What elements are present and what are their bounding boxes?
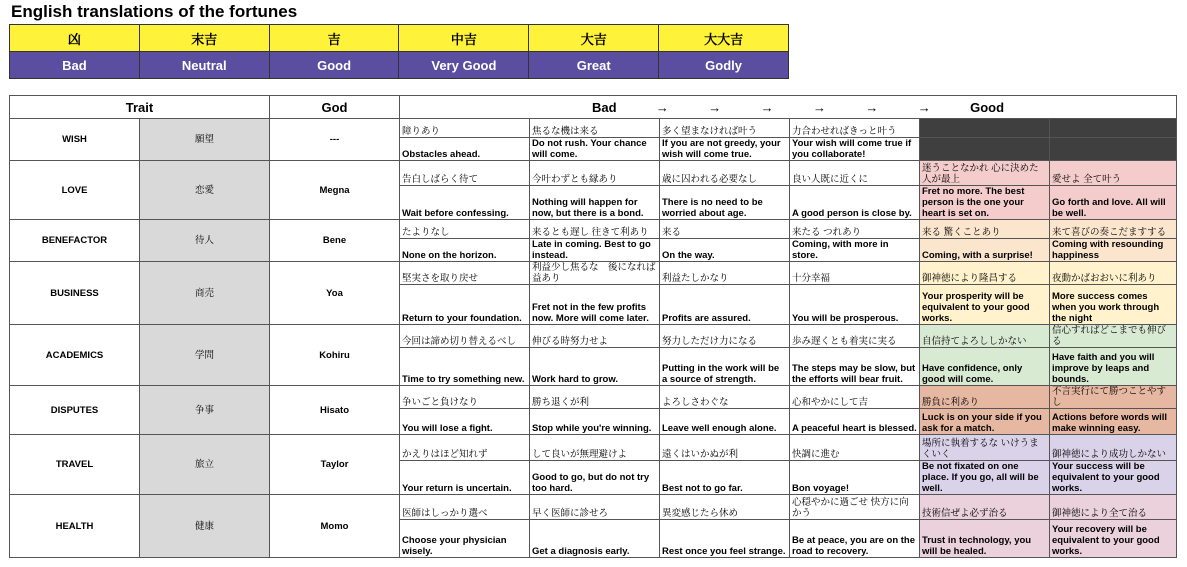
fortune-jp-cell: 利益たしかなり xyxy=(660,262,790,285)
header-good: Good xyxy=(970,99,1005,115)
fortune-jp-cell: 信心すればどこまでも伸びる xyxy=(1050,325,1177,348)
fortune-en-cell: Have faith and you will improve by leaps and bounds. xyxy=(1050,348,1177,386)
fortune-jp-cell: 歩み遅くとも着実に実る xyxy=(790,325,920,348)
legend-jp-2: 末吉 xyxy=(139,25,269,52)
trait-japanese: 健康 xyxy=(140,495,270,558)
trait-japanese: 待人 xyxy=(140,220,270,262)
fortune-en-cell: There is no need to be worried about age. xyxy=(660,186,790,220)
fortune-en-cell: Fret not in the few profits now. More will come later. xyxy=(530,285,660,325)
header-arrow: → xyxy=(813,99,826,115)
legend-jp-5: 大吉 xyxy=(529,25,659,52)
fortune-jp-cell: かえりはほど知れず xyxy=(400,435,530,461)
fortune-jp-cell: 告白しばらく待て xyxy=(400,161,530,186)
fortune-jp-cell: 来る 驚くことあり xyxy=(920,220,1050,239)
legend-en-4: Very Good xyxy=(399,52,529,79)
trait-name: WISH xyxy=(10,119,140,161)
fortune-en-cell: Your recovery will be equivalent to your good works. xyxy=(1050,520,1177,558)
fortune-en-cell: Bon voyage! xyxy=(790,461,920,495)
fortune-en-cell: Time to try something new. xyxy=(400,348,530,386)
legend-en-1: Bad xyxy=(10,52,140,79)
legend-en-2: Neutral xyxy=(139,52,269,79)
header-arrow: → xyxy=(655,99,669,115)
fortune-en-cell: Do not rush. Your chance will come. xyxy=(530,138,660,161)
fortune-jp-cell: 不言実行にて勝つことやすし xyxy=(1050,386,1177,409)
fortune-en-cell: Coming, with more in store. xyxy=(790,239,920,262)
fortune-jp-cell: 御神徳により隆昌する xyxy=(920,262,1050,285)
table-row xyxy=(10,161,1177,186)
header-scale xyxy=(400,96,1177,119)
fortune-en-cell: Luck is on your side if you ask for a match. xyxy=(920,409,1050,435)
trait-japanese: 旅立 xyxy=(140,435,270,495)
fortune-jp-cell: 御神徳により全て治る xyxy=(1050,495,1177,520)
fortune-jp-cell: 異変感じたら休め xyxy=(660,495,790,520)
fortune-en-cell: Be at peace, you are on the road to recovery. xyxy=(790,520,920,558)
fortune-en-cell: The steps may be slow, but the efforts will bear fruit. xyxy=(790,348,920,386)
fortune-en-cell: Return to your foundation. xyxy=(400,285,530,325)
fortune-jp-cell: 自信持てよろししかない xyxy=(920,325,1050,348)
header-trait: Trait xyxy=(10,96,270,119)
header-arrow: → xyxy=(865,99,879,115)
fortune-jp-cell: 来るとも遅し 往きて利あり xyxy=(530,220,660,239)
fortune-jp-cell: 伸びる時努力せよ xyxy=(530,325,660,348)
fortune-en-cell: Your return is uncertain. xyxy=(400,461,530,495)
god-name: Momo xyxy=(270,495,400,558)
fortune-jp-cell: よろしさわぐな xyxy=(660,386,790,409)
fortune-en-cell: Your success will be equivalent to your good works. xyxy=(1050,461,1177,495)
fortune-jp-cell: 来て喜びの奏こだますする xyxy=(1050,220,1177,239)
fortune-jp-cell: 心穏やかに過ごせ 快方に向かう xyxy=(790,495,920,520)
fortune-jp-cell: 多く望まなければ叶う xyxy=(660,119,790,138)
fortune-en-cell: If you are not greedy, your wish will come true. xyxy=(660,138,790,161)
god-name: Yoa xyxy=(270,262,400,325)
fortune-en-cell: Best not to go far. xyxy=(660,461,790,495)
fortune-jp-cell: 今回は諦め切り替えるべし xyxy=(400,325,530,348)
header-arrow: → xyxy=(760,99,774,115)
fortune-jp-cell: 来る xyxy=(660,220,790,239)
fortune-en-cell xyxy=(920,138,1050,161)
god-name: Hisato xyxy=(270,386,400,435)
fortune-en-cell: A peaceful heart is blessed. xyxy=(790,409,920,435)
fortune-legend xyxy=(9,24,789,79)
trait-japanese: 恋愛 xyxy=(140,161,270,220)
fortune-en-cell: A good person is close by. xyxy=(790,186,920,220)
fortune-jp-cell: 迷うことなかれ 心に決めた人が最上 xyxy=(920,161,1050,186)
fortune-jp-cell: 勝ち退くが利 xyxy=(530,386,660,409)
fortune-en-cell: Choose your physician wisely. xyxy=(400,520,530,558)
fortune-jp-cell xyxy=(920,119,1050,138)
fortune-jp-cell: して良いが無理避けよ xyxy=(530,435,660,461)
legend-en-3: Good xyxy=(269,52,399,79)
fortune-en-cell: Your wish will come true if you collaborate! xyxy=(790,138,920,161)
fortune-jp-cell: 歳に囚われる必要なし xyxy=(660,161,790,186)
table-row xyxy=(10,386,1177,409)
trait-name: HEALTH xyxy=(10,495,140,558)
legend-en-5: Great xyxy=(529,52,659,79)
table-row xyxy=(10,325,1177,348)
fortune-en-cell: Go forth and love. All will be well. xyxy=(1050,186,1177,220)
fortune-en-cell: Get a diagnosis early. xyxy=(530,520,660,558)
fortune-jp-cell: 争いごと負けなり xyxy=(400,386,530,409)
fortune-en-cell: Stop while you're winning. xyxy=(530,409,660,435)
fortune-jp-cell: 勝負に利あり xyxy=(920,386,1050,409)
fortune-jp-cell: 愛せよ 全て叶う xyxy=(1050,161,1177,186)
table-row xyxy=(10,262,1177,285)
fortune-table xyxy=(9,95,1177,558)
fortune-en-cell: Putting in the work will be a source of strength. xyxy=(660,348,790,386)
fortune-en-cell: Trust in technology, you will be healed. xyxy=(920,520,1050,558)
fortune-en-cell: Work hard to grow. xyxy=(530,348,660,386)
fortune-jp-cell xyxy=(1050,119,1177,138)
trait-japanese: 願望 xyxy=(140,119,270,161)
trait-name: ACADEMICS xyxy=(10,325,140,386)
legend-jp-6: 大大吉 xyxy=(659,25,789,52)
trait-name: TRAVEL xyxy=(10,435,140,495)
fortune-jp-cell: たよりなし xyxy=(400,220,530,239)
fortune-jp-cell: 医師はしっかり選べ xyxy=(400,495,530,520)
fortune-jp-cell: 遠くはいかぬが利 xyxy=(660,435,790,461)
fortune-jp-cell: 利益少し焦るな 後になれば益あり xyxy=(530,262,660,285)
table-row xyxy=(10,220,1177,239)
fortune-en-cell: Profits are assured. xyxy=(660,285,790,325)
fortune-en-cell: Actions before words will make winning easy. xyxy=(1050,409,1177,435)
fortune-jp-cell: 障りあり xyxy=(400,119,530,138)
legend-jp-4: 中吉 xyxy=(399,25,529,52)
fortune-jp-cell: 御神徳により成功しかない xyxy=(1050,435,1177,461)
table-row xyxy=(10,119,1177,138)
fortune-en-cell: Rest once you feel strange. xyxy=(660,520,790,558)
fortune-jp-cell: 夜動かばおおいに利あり xyxy=(1050,262,1177,285)
god-name: Bene xyxy=(270,220,400,262)
fortune-jp-cell: 力合わせればきっと叶う xyxy=(790,119,920,138)
fortune-en-cell: Have confidence, only good will come. xyxy=(920,348,1050,386)
fortune-en-cell: You will lose a fight. xyxy=(400,409,530,435)
fortune-en-cell xyxy=(1050,138,1177,161)
fortune-jp-cell: 技術信ぜよ必ず治る xyxy=(920,495,1050,520)
fortune-jp-cell: 堅実さを取り戻せ xyxy=(400,262,530,285)
trait-name: BENEFACTOR xyxy=(10,220,140,262)
fortune-en-cell: Coming, with a surprise! xyxy=(920,239,1050,262)
header-bad: Bad xyxy=(592,99,617,115)
legend-jp-3: 吉 xyxy=(269,25,399,52)
god-name: Taylor xyxy=(270,435,400,495)
fortune-jp-cell: 場所に執着するな いけうまくいく xyxy=(920,435,1050,461)
god-name: Kohiru xyxy=(270,325,400,386)
trait-japanese: 学問 xyxy=(140,325,270,386)
page-title: English translations of the fortunes xyxy=(11,2,298,21)
trait-name: BUSINESS xyxy=(10,262,140,325)
table-header-row xyxy=(10,96,1177,119)
fortune-en-cell: More success comes when you work through the night xyxy=(1050,285,1177,325)
trait-japanese: 争事 xyxy=(140,386,270,435)
legend-jp-1: 凶 xyxy=(10,25,140,52)
trait-name: LOVE xyxy=(10,161,140,220)
trait-japanese: 商売 xyxy=(140,262,270,325)
fortune-jp-cell: 早く医師に診せろ xyxy=(530,495,660,520)
fortune-jp-cell: 十分幸福 xyxy=(790,262,920,285)
fortune-jp-cell: 努力しただけ力になる xyxy=(660,325,790,348)
fortune-en-cell: Be not fixated on one place. If you go, all will be well. xyxy=(920,461,1050,495)
fortune-en-cell: You will be prosperous. xyxy=(790,285,920,325)
legend-en-6: Godly xyxy=(659,52,789,79)
fortune-jp-cell: 良い人既に近くに xyxy=(790,161,920,186)
fortune-en-cell: Obstacles ahead. xyxy=(400,138,530,161)
header-arrow: → xyxy=(917,99,931,115)
header-arrow: → xyxy=(708,99,722,115)
fortune-en-cell: None on the horizon. xyxy=(400,239,530,262)
fortune-en-cell: On the way. xyxy=(660,239,790,262)
god-name: Megna xyxy=(270,161,400,220)
fortune-en-cell: Leave well enough alone. xyxy=(660,409,790,435)
god-name: --- xyxy=(270,119,400,161)
fortune-jp-cell: 快調に進む xyxy=(790,435,920,461)
fortune-en-cell: Late in coming. Best to go instead. xyxy=(530,239,660,262)
fortune-en-cell: Your prosperity will be equivalent to your good works. xyxy=(920,285,1050,325)
fortune-en-cell: Wait before confessing. xyxy=(400,186,530,220)
fortune-en-cell: Good to go, but do not try too hard. xyxy=(530,461,660,495)
fortune-en-cell: Coming with resounding happiness xyxy=(1050,239,1177,262)
fortune-en-cell: Nothing will happen for now, but there is a bond. xyxy=(530,186,660,220)
fortune-jp-cell: 焦るな機は来る xyxy=(530,119,660,138)
trait-name: DISPUTES xyxy=(10,386,140,435)
header-god: God xyxy=(270,96,400,119)
table-row xyxy=(10,435,1177,461)
table-row xyxy=(10,495,1177,520)
fortune-jp-cell: 来たる つれあり xyxy=(790,220,920,239)
fortune-en-cell: Fret no more. The best person is the one your heart is set on. xyxy=(920,186,1050,220)
fortune-jp-cell: 心和やかにして吉 xyxy=(790,386,920,409)
fortune-jp-cell: 今叶わずとも縁あり xyxy=(530,161,660,186)
